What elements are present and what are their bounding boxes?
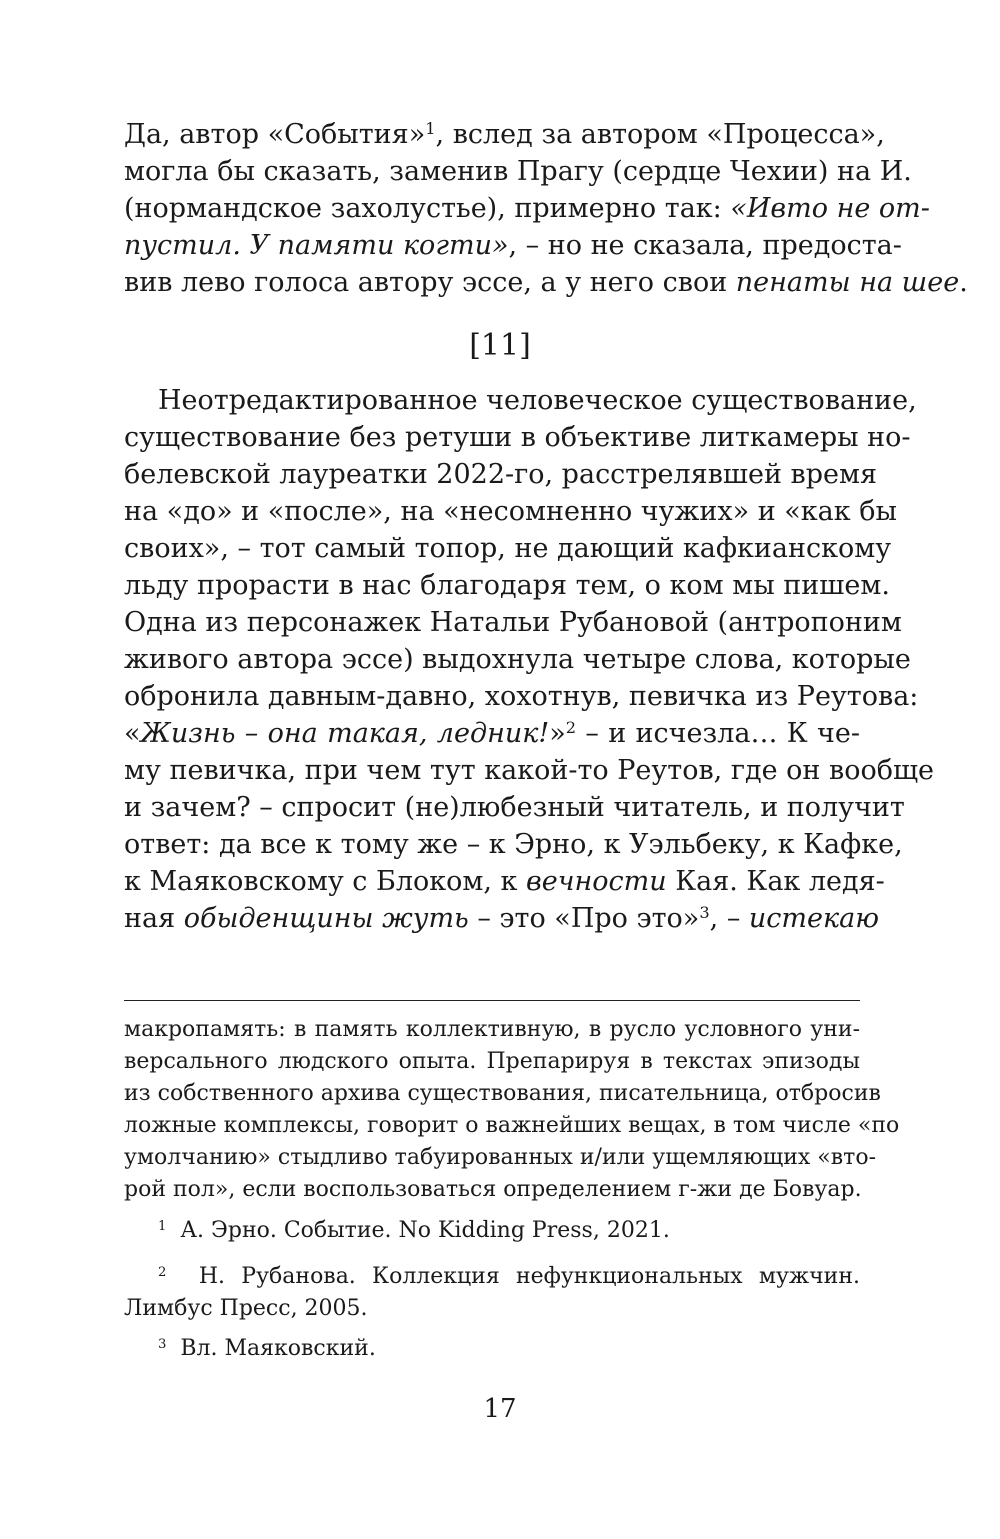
footnote-number: 1 bbox=[158, 1218, 167, 1234]
para2-line-9: обронила давным-давно, хохотнув, певичка из Реутова: bbox=[124, 681, 919, 712]
para1-line-5: вив лево голоса автору эссе, а у него свои пенаты на шее. bbox=[124, 267, 968, 298]
para2-line-1: Неотредактированное человеческое существование, bbox=[158, 385, 917, 416]
footnote-ref-1: 1 bbox=[425, 119, 436, 139]
footnote-number: 2 bbox=[158, 1264, 167, 1280]
para2-line-2: существование без ретуши в объективе литкамеры но- bbox=[124, 422, 911, 453]
para2-line-8: живого автора эссе) выдохнула четыре слова, которые bbox=[124, 644, 911, 675]
para2-line-3: белевской лауреатки 2022-го, расстрелявшей время bbox=[124, 459, 878, 490]
para2-line-14: к Маяковскому с Блоком, к вечности Кая. Как ледя- bbox=[124, 866, 885, 897]
para2-line-10: «Жизнь – она такая, ледник!»$^2$ – и исчезла… К че- bbox=[124, 718, 860, 749]
para2-line-5: своих», – тот самый топор, не дающий кафкианскому bbox=[124, 533, 892, 564]
footnote-cont-line-5: умолчанию» стыдливо табуированных и/или ущемляющих «вто- bbox=[124, 1145, 877, 1170]
para2-line-15: ная обыденщины жуть – это «Про это»$^3$, – истекаю bbox=[124, 903, 879, 934]
para2-line-11: му певичка, при чем тут какой-то Реутов, где он вообще bbox=[124, 755, 935, 786]
footnote-number: 3 bbox=[158, 1336, 167, 1352]
footnote-cont-line-3: из собственного архива существования, писательница, отбросив bbox=[124, 1081, 881, 1106]
para2-line-7: Одна из персонажек Натальи Рубановой (антропоним bbox=[124, 607, 902, 638]
footnote-2-line-2: Лимбус Пресс, 2005. bbox=[124, 1296, 368, 1321]
para2-line-6: льду прорасти в нас благодаря тем, о ком мы пишем. bbox=[124, 570, 890, 601]
para2-line-4: на «до» и «после», на «несомненно чужих» и «как бы bbox=[124, 496, 897, 527]
para1-line-4: пустил. У памяти когти», – но не сказала, предоста- bbox=[124, 230, 902, 261]
footnote-2-line-1: $^2$ Н. Рубанова. Коллекция нефункциональных мужчин. bbox=[158, 1264, 860, 1289]
section-heading: [11] bbox=[469, 328, 531, 363]
footnote-cont-line-2: версального людского опыта. Препарируя в текстах эпизоды bbox=[124, 1049, 860, 1074]
footnote-cont-line-4: ложные комплексы, говорит о важнейших вещах, в том числе «по bbox=[124, 1113, 900, 1138]
footnote-cont-line-1: макропамять: в память коллективную, в русло условного уни- bbox=[124, 1017, 860, 1042]
footnote-3: $^3$ Вл. Маяковский. bbox=[158, 1336, 376, 1361]
footnote-ref-3: 3 bbox=[699, 903, 710, 923]
para1-line-3: (нормандское захолустье), примерно так: «Ивто не от- bbox=[124, 193, 930, 224]
para2-line-13: ответ: да все к тому же – к Эрно, к Уэльбеку, к Кафке, bbox=[124, 829, 903, 860]
page-number: 17 bbox=[483, 1394, 517, 1424]
para1-line-2: могла бы сказать, заменив Прагу (сердце Чехии) на И. bbox=[124, 156, 912, 187]
footnote-ref-2: 2 bbox=[565, 718, 577, 738]
footnote-cont-line-6: рой пол», если воспользоваться определением г-жи де Бовуар. bbox=[124, 1177, 862, 1202]
footnote-separator bbox=[124, 1000, 860, 1001]
para1-line-1: Да, автор «События»$^1$, вслед за автором «Процесса», bbox=[124, 119, 885, 150]
para2-line-12: и зачем? – спросит (не)любезный читатель, и получит bbox=[124, 792, 905, 823]
footnote-1: $^1$ А. Эрно. Событие. No Kidding Press, 2021. bbox=[158, 1218, 670, 1243]
